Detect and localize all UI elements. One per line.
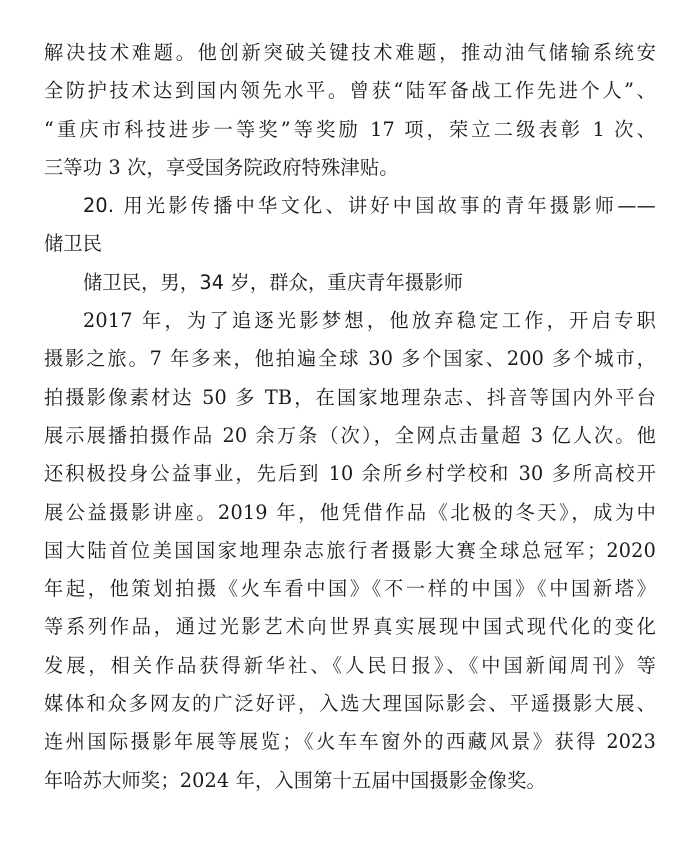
text-line: 2017 年，为了追逐光影梦想，他放弃稳定工作，开启专职	[83, 309, 656, 333]
text-line: 发展，相关作品获得新华社、《人民日报》、《中国新闻周刊》等	[44, 653, 656, 677]
heading-line: 20. 用光影传播中华文化、讲好中国故事的青年摄影师——	[83, 194, 656, 218]
person-info: 储卫民，男，34 岁，群众，重庆青年摄影师	[83, 270, 464, 294]
body-paragraph	[44, 302, 656, 800]
text-line: 国大陆首位美国国家地理杂志旅行者摄影大赛全球总冠军；2020	[44, 538, 656, 562]
text-line: “重庆市科技进步一等奖”等奖励 17 项，荣立二级表彰 1 次、	[44, 117, 656, 141]
text-line: 拍摄影像素材达 50 多 TB，在国家地理杂志、抖音等国内外平台	[44, 385, 656, 409]
text-line: 展示展播拍摄作品 20 余万条（次），全网点击量超 3 亿人次。他	[44, 423, 656, 447]
text-line: 解决技术难题。他创新突破关键技术难题，推动油气储输系统安	[44, 41, 656, 64]
text-line: 展公益摄影讲座。2019 年，他凭借作品《北极的冬天》，成为中	[44, 500, 656, 524]
text-line: 摄影之旅。7 年多来，他拍遍全球 30 多个国家、200 多个城市，	[44, 347, 656, 371]
text-line: 年起，他策划拍摄《火车看中国》《不一样的中国》《中国新塔》	[44, 577, 656, 601]
text-line: 三等功 3 次，享受国务院政府特殊津贴。	[44, 155, 399, 179]
text-line: 媒体和众多网友的广泛好评，入选大理国际影会、平遥摄影大展、	[44, 692, 656, 716]
intro-paragraph	[44, 34, 656, 187]
text-line: 全防护技术达到国内领先水平。曾获“陆军备战工作先进个人”、	[44, 79, 656, 103]
text-line: 连州国际摄影年展等展览；《火车车窗外的西藏风景》获得 2023	[44, 730, 656, 754]
section-heading	[44, 187, 656, 264]
text-line: 年哈苏大师奖；2024 年，入围第十五届中国摄影金像奖。	[44, 768, 546, 792]
document-page	[44, 34, 656, 800]
text-line: 还积极投身公益事业，先后到 10 余所乡村学校和 30 多所高校开	[44, 462, 656, 486]
heading-line: 储卫民	[44, 232, 103, 256]
text-line: 等系列作品，通过光影艺术向世界真实展现中国式现代化的变化	[44, 615, 656, 639]
